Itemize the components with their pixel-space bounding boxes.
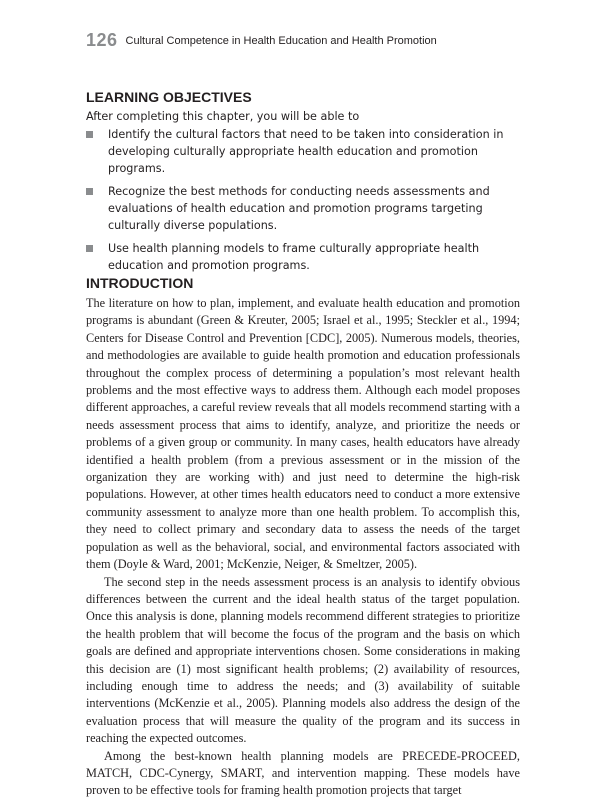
objective-item (86, 240, 520, 274)
introduction-heading: INTRODUCTION (86, 275, 194, 291)
body-paragraph: The second step in the needs assessment process is an analysis to identify obvious differences between the current and the ideal health status of the target population. Once this analysis is done, planning models recommend different strategies to prioritize the health problem that will become the focus of the program and the basis on which goals are defined and appropriate interventions chosen. Some considerations in making this decision are (1) most significant health problems; (2) availability of resources, including enough time to address the needs; and (3) availability of suitable interventions (McKenzie et al., 2005). Planning models also address the design of the evaluation process that will measure the quality of the program and its success in reaching the expected outcomes. (86, 574, 520, 746)
body-paragraph: The literature on how to plan, implement, and evaluate health education and promotion programs is abundant (Green & Kreuter, 2005; Israel et al., 1995; Steckler et al., 1994; Centers for Disease Control and Prevention [CDC], 2005). Numerous models, theories, and methodologies are available to guide health promotion and education professionals throughout the complex process of determining a population’s most relevant health problems and the most effective ways to address them. Although each model proposes different approaches, a careful review reveals that all models recommend starting with a needs assessment process that aims to identify, analyze, and prioritize the needs or problems of a given group or community. In many cases, health educators have already identified a health problem (from a previous assessment or in the mission of the organization they are working with) and just need to determine the high-risk populations. However, at other times health educators need to conduct a more extensive community assessment to analyze more than one health problem. To accomplish this, they need to collect primary and secondary data to assess the needs of the target population as well as the behavioral, social, and environmental factors associated with them (Doyle & Ward, 2001; McKenzie, Neiger, & Smeltzer, 2005). (86, 296, 520, 572)
objective-item (86, 183, 520, 234)
objective-text: Use health planning models to frame culturally appropriate health education and promotion programs. (108, 242, 480, 272)
learning-objectives-intro: After completing this chapter, you will be able to (86, 110, 360, 123)
introduction-body (86, 295, 520, 800)
learning-objectives-heading: LEARNING OBJECTIVES (86, 89, 252, 105)
running-title: Cultural Competence in Health Education and Health Promotion (125, 35, 437, 47)
square-bullet-icon (86, 245, 93, 252)
square-bullet-icon (86, 131, 93, 138)
running-head (86, 30, 520, 51)
page-number: 126 (86, 30, 118, 50)
square-bullet-icon (86, 188, 93, 195)
objective-item (86, 126, 520, 177)
objective-text: Identify the cultural factors that need to be taken into consideration in developing culturally appropriate health education and promotion programs. (108, 128, 504, 175)
objective-text: Recognize the best methods for conducting needs assessments and evaluations of health education and promotion programs targeting culturally diverse populations. (108, 185, 490, 232)
learning-objectives-list (86, 126, 520, 280)
body-paragraph: Among the best-known health planning models are PRECEDE-PROCEED, MATCH, CDC-Cynergy, SMART, and intervention mapping. These models have proven to be effective tools for framing health promotion projects that target (86, 748, 520, 798)
